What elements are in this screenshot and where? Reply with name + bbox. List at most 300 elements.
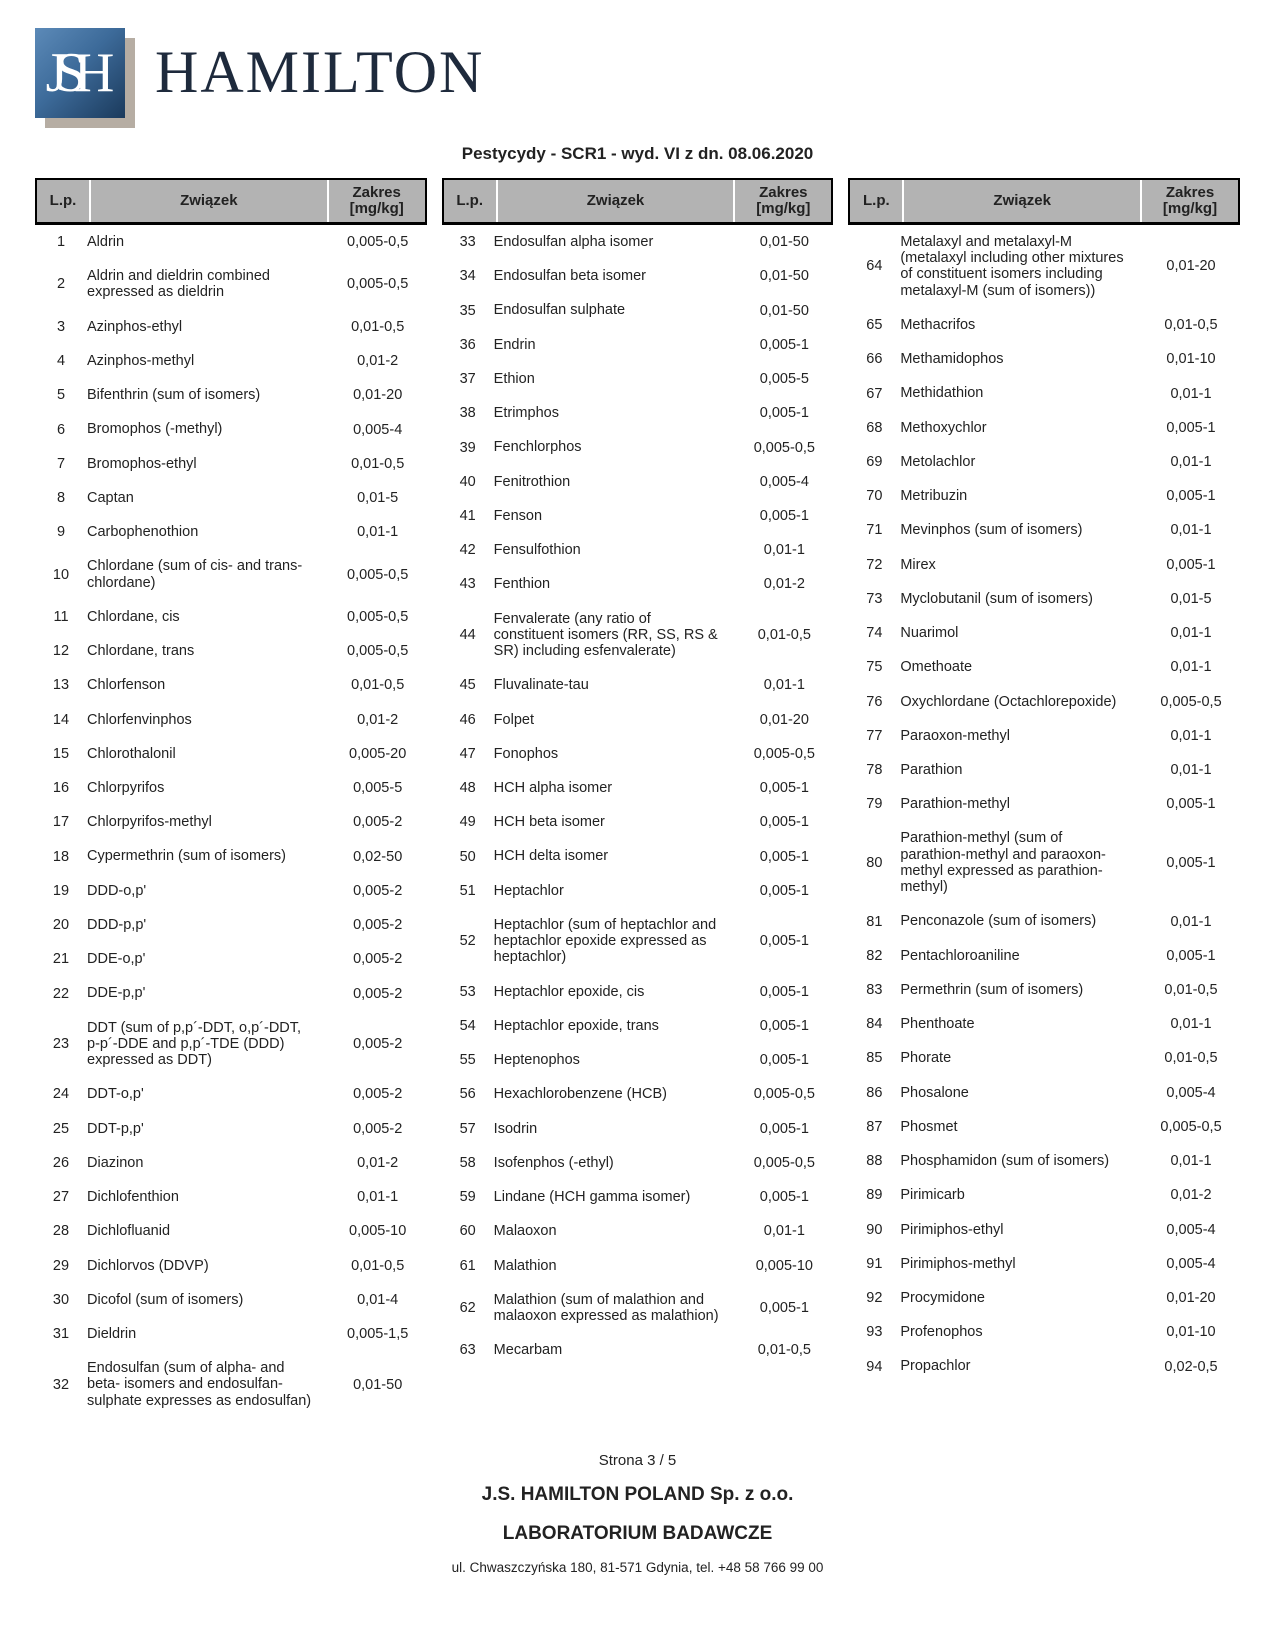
table-row	[848, 1110, 1240, 1144]
row-number: 37	[459, 371, 476, 388]
pesticide-table-left	[35, 178, 427, 1418]
compound-name: Heptachlor epoxide, trans	[493, 1017, 659, 1034]
table-row	[442, 1180, 834, 1214]
compound-name: Chlorpyrifos-methyl	[87, 814, 212, 831]
compound-name: Procymidone	[900, 1289, 985, 1306]
table-row	[442, 567, 834, 601]
table-row	[442, 975, 834, 1009]
compound-name: Myclobutanil (sum of isomers)	[900, 590, 1093, 607]
compound-name: Endosulfan beta isomer	[493, 268, 647, 285]
row-number: 63	[459, 1342, 476, 1359]
row-number: 81	[866, 913, 883, 930]
table-row	[848, 225, 1240, 308]
compound-name: Fenchlorphos	[493, 439, 582, 456]
table-header	[848, 178, 1240, 225]
range-header-line2: [mg/kg]	[756, 200, 811, 217]
pesticide-table-middle	[442, 178, 834, 1367]
compound-name: Endrin	[493, 336, 536, 353]
compound-name: Bifenthrin (sum of isomers)	[87, 387, 261, 404]
row-number: 69	[866, 453, 883, 470]
compound-name: Captan	[87, 489, 134, 506]
range-value: 0,005-1	[1166, 488, 1216, 505]
row-number: 57	[459, 1120, 476, 1137]
compound-name: Methidathion	[900, 385, 984, 402]
table-row	[35, 737, 427, 771]
row-number: 41	[459, 507, 476, 524]
compound-name: DDE-o,p'	[87, 951, 146, 968]
compound-name: HCH beta isomer	[493, 814, 605, 831]
page-footer	[35, 1452, 1240, 1575]
range-value: 0,01-4	[357, 1291, 399, 1308]
range-value: 0,005-1	[759, 405, 809, 422]
row-number: 79	[866, 796, 883, 813]
compound-name: Dieldrin	[87, 1325, 137, 1342]
compound-name: Malathion (sum of malathion and malaoxon expressed as malathion)	[493, 1291, 719, 1324]
compound-name: HCH alpha isomer	[493, 779, 613, 796]
table-row	[35, 668, 427, 702]
table-row	[35, 225, 427, 259]
table-row	[442, 1112, 834, 1146]
compound-name: Dichlorvos (DDVP)	[87, 1257, 209, 1274]
table-row	[848, 1041, 1240, 1075]
compound-name: Propachlor	[900, 1358, 971, 1375]
row-number: 56	[459, 1086, 476, 1103]
range-value: 0,005-0,5	[753, 1086, 815, 1103]
row-number: 58	[459, 1154, 476, 1171]
range-value: 0,005-1	[759, 1189, 809, 1206]
column-header-compound: Związek	[902, 180, 1140, 222]
row-number: 30	[52, 1291, 70, 1308]
column-header-range	[733, 180, 831, 222]
compound-name: DDT-p,p'	[87, 1120, 144, 1137]
row-number: 13	[52, 677, 70, 694]
row-number: 66	[866, 351, 883, 368]
table-row	[35, 600, 427, 634]
range-value: 0,01-2	[763, 576, 805, 593]
compound-name: Heptachlor epoxide, cis	[493, 983, 645, 1000]
compound-name: Endosulfan (sum of alpha- and beta- isomers and endosulfan-sulphate expresses as endosulfan)	[87, 1360, 312, 1409]
table-body	[442, 225, 834, 1367]
row-number: 55	[459, 1052, 476, 1069]
table-row	[35, 515, 427, 549]
page-indicator: Strona 3 / 5	[598, 1451, 677, 1469]
table-row	[848, 342, 1240, 376]
table-row	[35, 942, 427, 976]
table-row	[442, 396, 834, 430]
compound-name: Folpet	[493, 711, 534, 728]
table-row	[442, 259, 834, 293]
row-number: 7	[56, 455, 66, 472]
range-value: 0,005-2	[353, 1120, 403, 1137]
compound-name: Endosulfan alpha isomer	[493, 234, 654, 250]
range-value: 0,005-1	[759, 983, 809, 1000]
row-number: 33	[459, 234, 476, 251]
compound-name: Omethoate	[900, 659, 973, 676]
table-row	[848, 582, 1240, 616]
table-row	[442, 1146, 834, 1180]
range-value: 0,01-20	[1166, 258, 1216, 275]
compound-name: Malaoxon	[493, 1223, 557, 1240]
range-value: 0,005-2	[353, 882, 403, 899]
compound-name: Chlorfenson	[87, 677, 166, 694]
table-row	[35, 1112, 427, 1146]
table-row	[848, 753, 1240, 787]
row-number: 50	[459, 848, 476, 865]
table-row	[442, 771, 834, 805]
table-row	[848, 445, 1240, 479]
table-row	[442, 499, 834, 533]
table-row	[442, 737, 834, 771]
range-value: 0,005-1	[1166, 947, 1216, 964]
compound-name: Dichlofluanid	[87, 1223, 171, 1240]
compound-name: Chlordane (sum of cis- and trans-chlordane)	[87, 558, 303, 591]
row-number: 42	[459, 542, 476, 559]
compound-name: Diazinon	[87, 1154, 144, 1171]
table-row	[442, 1249, 834, 1283]
range-value: 0,01-1	[1170, 659, 1212, 676]
page-header	[0, 0, 1275, 118]
table-row	[35, 1249, 427, 1283]
row-number: 73	[866, 590, 883, 607]
range-value: 0,005-2	[353, 814, 403, 831]
row-number: 47	[459, 745, 476, 762]
table-row	[442, 1077, 834, 1111]
compound-name: Heptachlor	[493, 882, 564, 899]
table-row	[35, 839, 427, 873]
compound-name: Pirimiphos-methyl	[900, 1255, 1016, 1272]
range-value: 0,005-1	[759, 848, 809, 865]
compound-name: DDT (sum of p,p´-DDT, o,p´-DDT, p-p´-DDE and p,p´-TDE (DDD) expressed as DDT)	[87, 1019, 302, 1069]
row-number: 23	[52, 1035, 70, 1052]
range-value: 0,005-0,5	[347, 234, 409, 251]
compound-name: Fenvalerate (any ratio of constituent isomers (RR, SS, RS & SR) including esfenvalerate)	[493, 610, 718, 660]
row-number: 34	[459, 268, 476, 285]
table-row	[35, 378, 427, 412]
row-number: 35	[459, 302, 476, 319]
table-row	[442, 668, 834, 702]
table-row	[848, 904, 1240, 938]
row-number: 48	[459, 780, 476, 797]
row-number: 10	[52, 566, 70, 583]
range-value: 0,01-1	[1170, 522, 1212, 539]
compound-name: Parathion	[900, 761, 963, 778]
table-row	[848, 1247, 1240, 1281]
row-number: 64	[866, 258, 883, 275]
row-number: 93	[866, 1324, 883, 1341]
range-value: 0,01-0,5	[351, 455, 405, 472]
range-value: 0,01-5	[1170, 590, 1212, 607]
row-number: 32	[52, 1376, 70, 1393]
table-row	[442, 1043, 834, 1077]
logo-monogram: JSH	[45, 42, 103, 104]
range-value: 0,01-2	[357, 353, 399, 370]
compound-name: Mecarbam	[493, 1342, 563, 1359]
table-row	[848, 1144, 1240, 1178]
range-value: 0,01-1	[1170, 913, 1212, 930]
compound-name: Phorate	[900, 1050, 952, 1067]
table-row	[35, 1077, 427, 1111]
compound-name: Permethrin (sum of isomers)	[900, 981, 1084, 998]
compound-name: DDE-p,p'	[87, 985, 146, 1002]
table-row	[442, 908, 834, 975]
address-line: ul. Chwaszczyńska 180, 81-571 Gdynia, tel. +48 58 766 99 00	[451, 1559, 824, 1575]
row-number: 12	[52, 643, 70, 660]
table-row	[35, 1317, 427, 1351]
range-value: 0,01-0,5	[351, 1257, 405, 1274]
row-number: 51	[459, 882, 476, 899]
compound-name: DDD-p,p'	[87, 916, 147, 933]
table-row	[848, 939, 1240, 973]
table-row	[442, 533, 834, 567]
table-header	[442, 178, 834, 225]
table-row	[848, 650, 1240, 684]
row-number: 36	[459, 336, 476, 353]
row-number: 91	[866, 1255, 883, 1272]
table-row	[848, 376, 1240, 410]
row-number: 85	[866, 1050, 883, 1067]
compound-name: Fensulfothion	[493, 542, 581, 559]
range-value: 0,005-1	[1166, 796, 1216, 813]
table-row	[848, 973, 1240, 1007]
range-value: 0,01-1	[763, 542, 805, 559]
row-number: 90	[866, 1221, 883, 1238]
row-number: 25	[52, 1120, 70, 1137]
laboratory-name: LABORATORIUM BADAWCZE	[502, 1522, 773, 1544]
row-number: 59	[459, 1189, 476, 1206]
column-header-compound: Związek	[89, 180, 327, 222]
table-row	[442, 362, 834, 396]
compound-name: Aldrin and dieldrin combined expressed as dieldrin	[87, 268, 270, 301]
pesticide-tables	[35, 178, 1240, 1418]
range-value: 0,005-2	[353, 985, 403, 1002]
row-number: 21	[52, 951, 70, 968]
row-number: 1	[56, 234, 66, 251]
range-value: 0,005-1	[759, 814, 809, 831]
compound-name: Parathion-methyl	[900, 796, 1010, 813]
column-header-range	[327, 180, 425, 222]
range-value: 0,005-4	[1166, 1255, 1216, 1272]
table-row	[35, 976, 427, 1010]
range-value: 0,01-1	[1170, 727, 1212, 744]
range-value: 0,01-0,5	[1164, 981, 1218, 998]
range-value: 0,005-2	[353, 917, 403, 934]
table-row	[35, 259, 427, 309]
column-header-lp: L.p.	[49, 191, 77, 209]
range-value: 0,005-0,5	[753, 1154, 815, 1171]
table-row	[442, 225, 834, 259]
compound-name: Paraoxon-methyl	[900, 727, 1010, 744]
compound-name: Methacrifos	[900, 316, 976, 333]
table-row	[35, 703, 427, 737]
row-number: 74	[866, 625, 883, 642]
row-number: 94	[866, 1358, 883, 1375]
company-logo	[35, 28, 1240, 118]
compound-name: Metalaxyl and metalaxyl-M (metalaxyl including other mixtures of constituent isomers including metalaxyl-M (sum of isomers))	[900, 234, 1124, 299]
table-header	[35, 178, 427, 225]
compound-name: Mirex	[900, 556, 936, 573]
row-number: 4	[56, 353, 66, 370]
row-number: 67	[866, 385, 883, 402]
range-value: 0,005-0,5	[347, 608, 409, 625]
table-row	[35, 874, 427, 908]
row-number: 14	[52, 711, 70, 728]
table-row	[35, 549, 427, 599]
compound-name: Fenitrothion	[493, 473, 571, 490]
compound-name: Malathion	[493, 1257, 557, 1274]
range-value: 0,005-5	[759, 371, 809, 388]
compound-name: Parathion-methyl (sum of parathion-methyl and paraoxon-methyl expressed as parathion-methyl)	[900, 830, 1106, 896]
compound-name: DDD-o,p'	[87, 882, 147, 899]
table-row	[442, 1214, 834, 1248]
compound-name: Metolachlor	[900, 453, 976, 470]
row-number: 39	[459, 439, 476, 456]
range-value: 0,01-50	[759, 302, 809, 319]
table-row	[848, 1281, 1240, 1315]
row-number: 89	[866, 1187, 883, 1204]
compound-name: Dicofol (sum of isomers)	[87, 1291, 244, 1308]
compound-name: Aldrin	[87, 234, 125, 250]
compound-name: Fonophos	[493, 745, 559, 762]
range-value: 0,01-50	[353, 1376, 403, 1393]
range-value: 0,01-0,5	[1164, 317, 1218, 334]
compound-name: Ethion	[493, 370, 535, 387]
range-value: 0,005-1	[759, 507, 809, 524]
range-value: 0,01-1	[763, 1223, 805, 1240]
range-value: 0,01-1	[1170, 1016, 1212, 1033]
row-number: 45	[459, 677, 476, 694]
row-number: 29	[52, 1257, 70, 1274]
row-number: 44	[459, 626, 476, 643]
range-value: 0,02-50	[353, 848, 403, 865]
compound-name: Endosulfan sulphate	[493, 302, 626, 319]
table-row	[848, 787, 1240, 821]
row-number: 71	[866, 522, 883, 539]
range-value: 0,01-1	[1170, 625, 1212, 642]
compound-name: Chlordane, trans	[87, 643, 195, 660]
row-number: 54	[459, 1017, 476, 1034]
table-row	[442, 602, 834, 669]
row-number: 38	[459, 405, 476, 422]
range-value: 0,005-0,5	[1160, 1118, 1222, 1135]
row-number: 17	[52, 814, 70, 831]
row-number: 46	[459, 711, 476, 728]
compound-name: Pentachloroaniline	[900, 947, 1020, 964]
row-number: 92	[866, 1290, 883, 1307]
range-header-line1: Zakres	[1165, 183, 1215, 201]
row-number: 22	[52, 985, 70, 1002]
row-number: 53	[459, 983, 476, 1000]
range-value: 0,005-4	[759, 473, 809, 490]
compound-name: Isofenphos (-ethyl)	[493, 1154, 614, 1171]
range-value: 0,005-5	[353, 780, 403, 797]
compound-name: Azinphos-methyl	[87, 352, 195, 369]
row-number: 6	[56, 421, 66, 438]
row-number: 62	[459, 1299, 476, 1316]
compound-name: Phosmet	[900, 1118, 958, 1135]
row-number: 31	[52, 1326, 70, 1343]
row-number: 3	[56, 318, 66, 335]
compound-name: Phosphamidon (sum of isomers)	[900, 1153, 1110, 1170]
compound-name: Chlorfenvinphos	[87, 711, 192, 728]
table-row	[848, 411, 1240, 445]
row-number: 2	[56, 276, 66, 293]
range-value: 0,01-0,5	[1164, 1050, 1218, 1067]
table-row	[35, 412, 427, 446]
compound-name: Oxychlordane (Octachlorepoxide)	[900, 693, 1117, 710]
column-header-compound: Związek	[496, 180, 734, 222]
row-number: 15	[52, 745, 70, 762]
range-value: 0,005-1	[759, 1120, 809, 1137]
range-value: 0,005-1	[759, 882, 809, 899]
table-row	[35, 771, 427, 805]
range-value: 0,01-0,5	[757, 1342, 811, 1359]
range-value: 0,005-1,5	[347, 1326, 409, 1343]
compound-name: Cypermethrin (sum of isomers)	[87, 848, 287, 865]
row-number: 40	[459, 473, 476, 490]
company-name: J.S. HAMILTON POLAND Sp. z o.o.	[481, 1483, 794, 1505]
row-number: 9	[56, 524, 66, 541]
table-row	[848, 1349, 1240, 1383]
row-number: 70	[866, 488, 883, 505]
row-number: 65	[866, 317, 883, 334]
row-number: 52	[459, 933, 476, 950]
range-value: 0,005-1	[759, 1299, 809, 1316]
range-value: 0,01-20	[353, 387, 403, 404]
table-row	[35, 1180, 427, 1214]
column-header-range	[1140, 180, 1238, 222]
range-value: 0,01-2	[1170, 1187, 1212, 1204]
range-value: 0,005-4	[1166, 1221, 1216, 1238]
table-row	[442, 1283, 834, 1333]
range-value: 0,01-50	[759, 268, 809, 285]
table-row	[848, 513, 1240, 547]
table-row	[35, 1351, 427, 1418]
range-value: 0,01-1	[357, 1189, 399, 1206]
table-row	[35, 1011, 427, 1078]
range-value: 0,01-2	[357, 711, 399, 728]
table-row	[442, 1009, 834, 1043]
table-row	[35, 310, 427, 344]
range-value: 0,005-1	[759, 336, 809, 353]
row-number: 87	[866, 1118, 883, 1135]
row-number: 72	[866, 556, 883, 573]
table-row	[442, 293, 834, 327]
row-number: 43	[459, 576, 476, 593]
compound-name: Chlordane, cis	[87, 608, 180, 625]
table-row	[848, 1178, 1240, 1212]
table-body	[35, 225, 427, 1418]
range-value: 0,01-0,5	[351, 318, 405, 335]
jsh-logo-icon	[35, 28, 125, 118]
compound-name: Phosalone	[900, 1084, 969, 1101]
row-number: 76	[866, 693, 883, 710]
range-value: 0,005-1	[1166, 854, 1216, 871]
range-value: 0,01-50	[759, 234, 809, 251]
table-row	[848, 1213, 1240, 1247]
range-value: 0,005-1	[759, 1017, 809, 1034]
table-row	[442, 328, 834, 362]
table-row	[442, 839, 834, 873]
table-body	[848, 225, 1240, 1384]
table-row	[848, 308, 1240, 342]
range-value: 0,005-1	[1166, 556, 1216, 573]
compound-name: HCH delta isomer	[493, 848, 609, 865]
row-number: 26	[52, 1154, 70, 1171]
range-value: 0,005-0,5	[347, 276, 409, 293]
range-value: 0,01-0,5	[757, 626, 811, 643]
compound-name: Heptachlor (sum of heptachlor and heptachlor epoxide expressed as heptachlor)	[493, 916, 717, 966]
range-value: 0,01-1	[1170, 1153, 1212, 1170]
